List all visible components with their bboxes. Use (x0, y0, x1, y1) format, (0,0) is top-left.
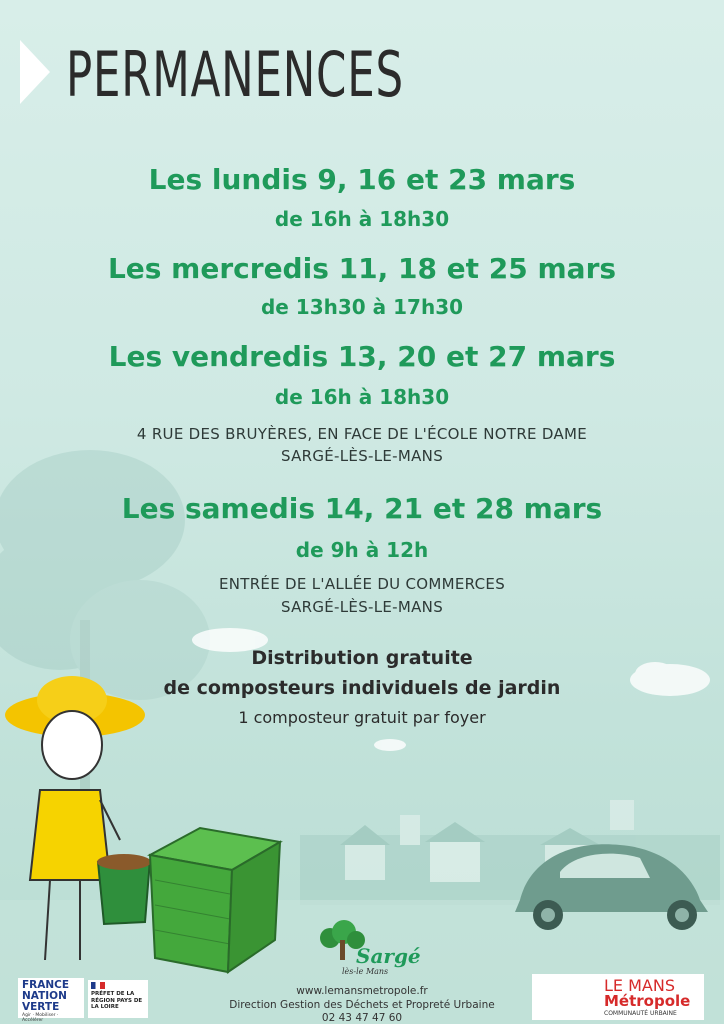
sarge-logo (356, 944, 421, 968)
lemans-line1: LE MANS (604, 976, 675, 995)
footer-phone: 02 43 47 47 60 (321, 1012, 403, 1024)
distribution-subtitle: de composteurs individuels de jardin (163, 677, 561, 699)
fnv-word: NATION (22, 990, 67, 1002)
address-line: 4 RUE DES BRUYÈRES, EN FACE DE L'ÉCOLE NOTRE DAME (136, 425, 588, 443)
prefet-text: PRÉFET DE LA RÉGION PAYS DE LA LOIRE (91, 991, 143, 1010)
lemans-line2: Métropole (604, 992, 691, 1010)
session-days: Les samedis 14, 21 et 28 mars (121, 492, 603, 525)
session-hours: de 9h à 12h (295, 538, 429, 562)
session-days: Les mercredis 11, 18 et 25 mars (107, 252, 617, 285)
footer-url[interactable]: www.lemansmetropole.fr (296, 985, 428, 997)
prefet-logo (88, 980, 148, 1018)
address-line: SARGÉ-LÈS-LE-MANS (280, 598, 444, 616)
session-hours: de 16h à 18h30 (274, 207, 450, 231)
footer-service: Direction Gestion des Déchets et Propreté Urbaine (229, 999, 495, 1011)
lemans-line3: COMMUNAUTÉ URBAINE (604, 1010, 677, 1017)
page-title: PERMANENCES (66, 38, 404, 111)
fnv-sub: Agir · Mobiliser · Accélérer (22, 1013, 59, 1023)
distribution-title: Distribution gratuite (251, 647, 473, 669)
composter-illustration (150, 828, 280, 972)
sarge-logo-sub: lès-le Mans (342, 967, 389, 976)
title-arrow-icon (20, 40, 50, 104)
fnv-word: FRANCE (22, 979, 70, 991)
lemans-metropole-logo (532, 974, 704, 1020)
france-nation-verte-logo (18, 978, 84, 1023)
small-bin-illustration (97, 854, 151, 924)
session-days: Les vendredis 13, 20 et 27 mars (108, 340, 616, 373)
address-line: ENTRÉE DE L'ALLÉE DU COMMERCES (218, 575, 506, 593)
distribution-note: 1 composteur gratuit par foyer (238, 708, 486, 727)
fnv-word: VERTE (22, 1001, 60, 1013)
session-hours: de 16h à 18h30 (274, 385, 450, 409)
sarge-logo-name: Sargé (356, 944, 421, 968)
marianne-flag-icon (91, 982, 105, 989)
address-line: SARGÉ-LÈS-LE-MANS (280, 447, 444, 465)
session-days: Les lundis 9, 16 et 23 mars (148, 163, 576, 196)
session-hours: de 13h30 à 17h30 (260, 295, 464, 319)
